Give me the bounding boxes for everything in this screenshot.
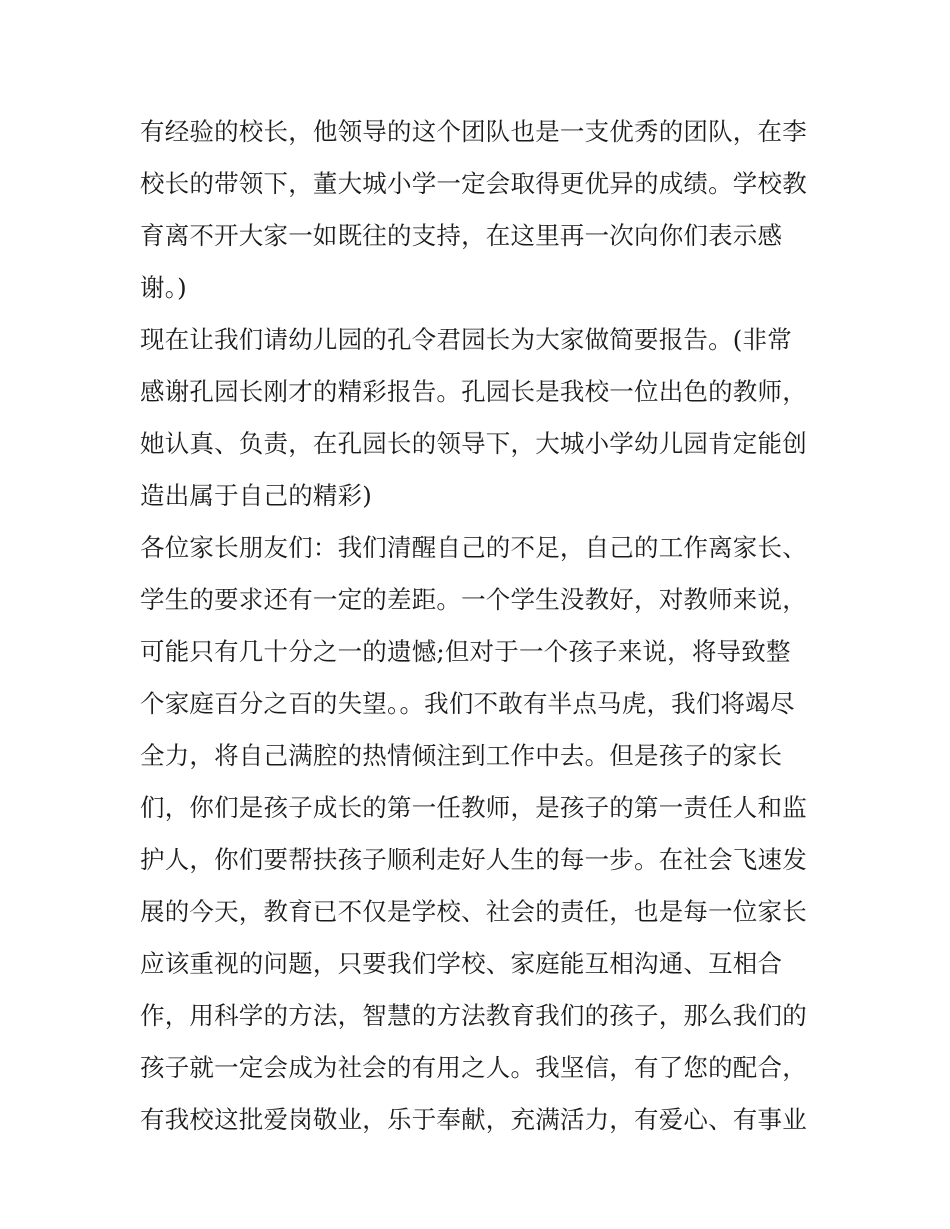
text-line: 有我校这批爱岗敬业，乐于奉献，充满活力，有爱心、有事业	[140, 1105, 807, 1134]
text-line: 谢。)	[140, 273, 187, 302]
text-line: 学生的要求还有一定的差距。一个学生没教好，对教师来说，	[140, 585, 807, 614]
text-line: 作，用科学的方法，智慧的方法教育我们的孩子，那么我们的	[140, 1001, 807, 1030]
text-line: 展的今天，教育已不仅是学校、社会的责任，也是每一位家长	[140, 897, 807, 926]
text-line: 全力，将自己满腔的热情倾注到工作中去。但是孩子的家长	[140, 741, 783, 770]
text-line: 各位家长朋友们：我们清醒自己的不足，自己的工作离家长、	[140, 533, 807, 562]
text-line: 个家庭百分之百的失望。。我们不敢有半点马虎，我们将竭尽	[140, 689, 795, 718]
text-line: 有经验的校长，他领导的这个团队也是一支优秀的团队，在李	[140, 117, 807, 146]
text-line: 校长的带领下，董大城小学一定会取得更优异的成绩。学校教	[140, 169, 807, 198]
text-line: 护人，你们要帮扶孩子顺利走好人生的每一步。在社会飞速发	[140, 845, 807, 874]
text-line: 感谢孔园长刚才的精彩报告。孔园长是我校一位出色的教师，	[140, 377, 807, 406]
text-line: 造出属于自己的精彩)	[140, 481, 373, 510]
body-text	[140, 106, 820, 1146]
text-line: 现在让我们请幼儿园的孔令君园长为大家做简要报告。(非常	[140, 325, 792, 354]
text-line: 孩子就一定会成为社会的有用之人。我坚信，有了您的配合，	[140, 1053, 807, 1082]
text-line: 育离不开大家一如既往的支持，在这里再一次向你们表示感	[140, 221, 783, 250]
text-line: 们，你们是孩子成长的第一任教师，是孩子的第一责任人和监	[140, 793, 807, 822]
text-line: 应该重视的问题，只要我们学校、家庭能互相沟通、互相合	[140, 949, 783, 978]
text-line: 她认真、负责，在孔园长的领导下，大城小学幼儿园肯定能创	[140, 429, 807, 458]
text-line: 可能只有几十分之一的遗憾;但对于一个孩子来说，将导致整	[140, 637, 791, 666]
